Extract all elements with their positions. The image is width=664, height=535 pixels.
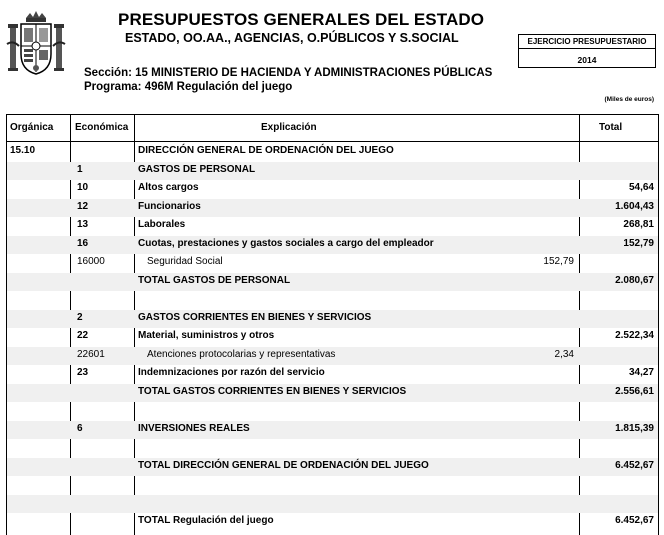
table-row xyxy=(7,458,658,476)
page-title: PRESUPUESTOS GENERALES DEL ESTADO xyxy=(118,10,485,29)
table-row xyxy=(7,180,658,198)
cell-economica: 10 xyxy=(77,182,89,193)
table-row xyxy=(7,402,658,420)
table-row xyxy=(7,310,658,328)
cell-total: 2.080,67 xyxy=(615,274,654,286)
ejercicio-year: 2014 xyxy=(577,55,597,65)
cell-total: 54,64 xyxy=(628,182,654,193)
table-row xyxy=(7,143,658,161)
ejercicio-box xyxy=(518,34,656,68)
cell-total: 1.815,39 xyxy=(615,422,654,434)
table-row xyxy=(7,513,658,531)
cell-subtotal: 152,79 xyxy=(543,256,574,267)
cell-explicacion: TOTAL GASTOS DE PERSONAL xyxy=(138,274,291,286)
table-row xyxy=(7,217,658,235)
table-row xyxy=(7,495,658,513)
col-explicacion: Explicación xyxy=(261,122,317,133)
cell-explicacion: Cuotas, prestaciones y gastos sociales a cargo del empleador xyxy=(138,237,434,249)
table-row xyxy=(7,328,658,346)
cell-explicacion: DIRECCIÓN GENERAL DE ORDENACIÓN DEL JUEGO xyxy=(138,145,394,156)
page-subtitle: ESTADO, OO.AA., AGENCIAS, O.PÚBLICOS Y S.SOCIAL xyxy=(125,31,459,45)
cell-explicacion: TOTAL Regulación del juego xyxy=(138,515,274,526)
cell-total: 268,81 xyxy=(623,219,654,230)
cell-explicacion: Altos cargos xyxy=(138,182,199,193)
table-row xyxy=(7,476,658,494)
cell-explicacion: Laborales xyxy=(138,219,186,230)
cell-explicacion: Seguridad Social xyxy=(147,256,223,267)
table-row xyxy=(7,365,658,383)
cell-organica: 15.10 xyxy=(10,145,36,156)
table-row xyxy=(7,347,658,365)
cell-explicacion: Indemnizaciones por razón del servicio xyxy=(138,367,325,378)
cell-economica: 22601 xyxy=(77,348,105,360)
cell-economica: 6 xyxy=(77,422,83,434)
table-header xyxy=(7,115,658,142)
cell-economica: 22 xyxy=(77,330,89,341)
table-row xyxy=(7,273,658,291)
cell-total: 34,27 xyxy=(628,367,654,378)
cell-explicacion: GASTOS CORRIENTES EN BIENES Y SERVICIOS xyxy=(138,311,372,323)
cell-total: 1.604,43 xyxy=(615,200,654,212)
col-organica: Orgánica xyxy=(10,122,54,133)
cell-explicacion: GASTOS DE PERSONAL xyxy=(138,163,256,175)
cell-economica: 2 xyxy=(77,311,83,323)
cell-explicacion: Material, suministros y otros xyxy=(138,330,275,341)
table-row xyxy=(7,421,658,439)
cell-explicacion: TOTAL GASTOS CORRIENTES EN BIENES Y SERVICIOS xyxy=(138,385,407,397)
table-row xyxy=(7,254,658,272)
cell-total: 2.556,61 xyxy=(615,385,654,397)
table-row xyxy=(7,291,658,309)
table-row xyxy=(7,384,658,402)
units-note: (Miles de euros) xyxy=(604,96,654,103)
ejercicio-label: EJERCICIO PRESUPUESTARIO xyxy=(519,37,655,49)
col-total: Total xyxy=(599,122,623,133)
table-row xyxy=(7,162,658,180)
programa-line: Programa: 496M Regulación del juego xyxy=(84,81,293,93)
cell-explicacion: Funcionarios xyxy=(138,200,201,212)
cell-economica: 13 xyxy=(77,219,89,230)
budget-table xyxy=(6,114,659,535)
cell-explicacion: INVERSIONES REALES xyxy=(138,422,250,434)
cell-total: 6.452,67 xyxy=(615,515,654,526)
cell-explicacion: TOTAL DIRECCIÓN GENERAL DE ORDENACIÓN DEL JUEGO xyxy=(138,459,429,471)
seccion-line: Sección: 15 MINISTERIO DE HACIENDA Y ADMINISTRACIONES PÚBLICAS xyxy=(84,67,493,79)
table-row xyxy=(7,199,658,217)
table-row xyxy=(7,236,658,254)
cell-total: 2.522,34 xyxy=(615,330,654,341)
cell-economica: 16000 xyxy=(77,256,105,267)
coat-of-arms-icon xyxy=(6,10,66,80)
cell-economica: 1 xyxy=(77,163,83,175)
cell-economica: 23 xyxy=(77,367,89,378)
col-economica: Económica xyxy=(75,122,129,133)
cell-subtotal: 2,34 xyxy=(554,348,574,360)
cell-economica: 12 xyxy=(77,200,89,212)
cell-economica: 16 xyxy=(77,237,89,249)
cell-total: 152,79 xyxy=(623,237,654,249)
table-row xyxy=(7,439,658,457)
cell-explicacion: Atenciones protocolarias y representativas xyxy=(147,348,336,360)
cell-total: 6.452,67 xyxy=(615,459,654,471)
